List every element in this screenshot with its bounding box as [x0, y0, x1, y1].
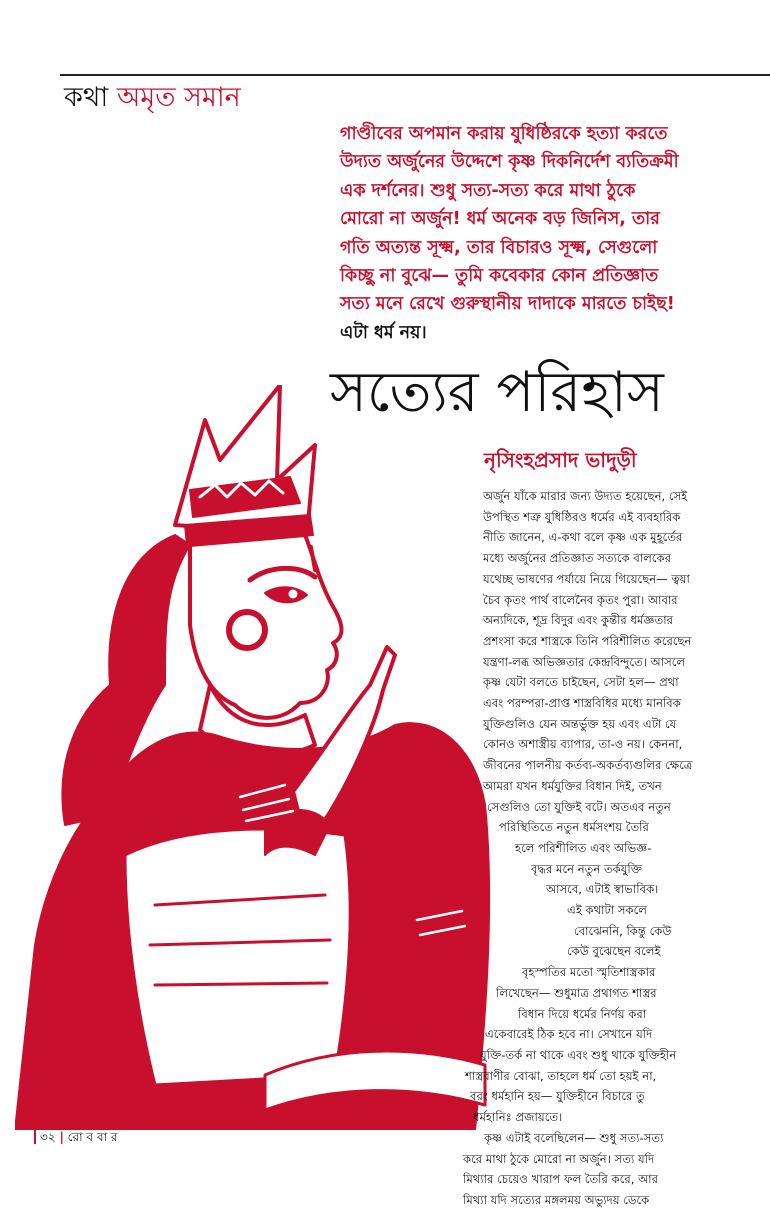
intro-line: গতি অত্যন্ত সূক্ষ্ম, তার বিচারও সূক্ষ্ম, সেগুলো [340, 237, 658, 258]
body-line: হলে পরিশীলিত এবং অভিজ্ঞ- [515, 840, 652, 855]
body-line: যুক্তি-তর্ক না থাকে এবং শুধু থাকে যুক্তিহীন [480, 1047, 677, 1062]
body-line: এবং পরম্পরা-প্রাপ্ত শাস্ত্রবিধির মধ্যে মানবিক [483, 696, 681, 711]
page-folio [40, 1128, 118, 1146]
body-line: শাস্ত্রবাণীর বোঝা, তাহলে ধর্ম তো হয়ই না, [465, 1068, 657, 1083]
body-line: চৈব কৃতং পার্থ বালেনৈব কৃতং পুরা। আবার [483, 592, 678, 607]
section-label [64, 80, 241, 116]
body-line: অর্জুন যাঁকে মারার জন্য উদ্যত হয়েছেন, সেই [483, 489, 688, 503]
body-line: প্রশংসা করে শাস্ত্রকে তিনি পরিশীলিত করেছেন [483, 633, 692, 648]
body-line: বোঝেননি, কিন্তু কেউ [574, 923, 672, 938]
body-line: বিধান দিয়ে ধর্মের নির্ণয় করা [518, 1006, 647, 1021]
body-line: মধ্যে অর্জুনের প্রতিজ্ঞাত সত্যকে বালকের [483, 551, 671, 566]
body-line: কোনও অশাস্ত্রীয় ব্যাপার, তা-ও নয়। কেননা, [483, 737, 683, 752]
body-line: নীতি জানেন, এ-কথা বলে কৃষ্ণ এক মুহূর্তের [483, 530, 683, 545]
body-line: যুক্তিগুলিও যেন অন্তর্ভুক্ত হয় এবং এটা যে [483, 716, 677, 731]
body-line: জীবনের পালনীয় কর্তব্য-অকর্তব্যগুলির ক্ষেত্রে [483, 758, 693, 773]
article-body [0, 486, 770, 1211]
author-byline: নৃসিংহপ্রসাদ ভাদুড়ী [484, 448, 637, 472]
intro-line: উদ্যত অর্জুনের উদ্দেশে কৃষ্ণ দিকনির্দেশ ব্যতিক্রমী [340, 152, 679, 173]
magazine-name: রো ব বা র [67, 1130, 118, 1144]
body-line: বরং ধর্মহানি হয়— যুক্তিহীনে বিচারে তু [470, 1089, 645, 1104]
intro-line: এক দর্শনের। শুধু সত্য-সত্য করে মাথা ঠুকে [340, 180, 636, 201]
intro-paragraph [340, 120, 760, 347]
folio-accent-bar [34, 1130, 36, 1144]
header-rule [60, 74, 770, 76]
body-line: আমরা যখন ধর্মযুক্তির বিধান দিই, তখন [483, 778, 662, 793]
body-line: উপস্থিত শত্রু যুধিষ্ঠিরও ধর্মের এই ব্যবহারিক [483, 509, 681, 524]
body-line: একেবারেই ঠিক হবে না। সেখানে যদি [485, 1027, 653, 1042]
body-line: যথেচ্ছ ভাষণের পর্যায়ে নিয়ে গিয়েছেন— ত্বয়া [483, 571, 690, 586]
body-line: অন্যদিকে, শূদ্র বিদুর এবং কুন্তীর ধর্মজ্ঞতার [483, 613, 673, 628]
body-line: যন্ত্রণা-লব্ধ অভিজ্ঞতার কেন্দ্রবিন্দুতে। আসলে [483, 654, 686, 669]
intro-line: কিচ্ছু না বুঝে— তুমি কবেকার কোন প্রতিজ্ঞাত [340, 266, 659, 287]
intro-line: সত্য মনে রেখে গুরুস্থানীয় দাদাকে মারতে চাইছ! [340, 294, 675, 315]
body-line: এই কথাটা সকলে [567, 903, 647, 918]
body-line: কেউ বুঝেছেন বলেই [567, 944, 661, 959]
body-line: করে মাথা ঠুকে মোরো না অর্জুন। সত্য যদি [463, 1151, 655, 1166]
intro-line: মোরো না অর্জুন! ধর্ম অনেক বড় জিনিস, তার [340, 209, 660, 230]
body-line: কৃষ্ণ যেটা বলতে চাইছেন, সেটা হল— প্রথা [483, 675, 679, 690]
body-line: বৃদ্ধর মনে নতুন তর্কযুক্তি [531, 861, 643, 876]
section-label-word1: কথা [64, 82, 109, 113]
body-line: লিখেছেন— শুধুমাত্র প্রথাগত শাস্ত্রর [496, 985, 657, 1000]
body-line: মিথ্যা যদি সত্যের মঙ্গলময় অভ্যুদয় ডেকে [463, 1192, 650, 1207]
body-line: কৃষ্ণ এটাই বলেছিলেন— শুধু সত্য-সত্য [484, 1130, 664, 1145]
body-line: আসবে, এটাই স্বাভাবিক। [546, 882, 659, 897]
body-line: বৃহস্পতির মতো স্মৃতিশাস্ত্রকার [522, 965, 656, 980]
folio-separator: | [59, 1130, 64, 1144]
page-number: ৩২ [40, 1130, 56, 1144]
body-line: ধর্মহানিঃ প্রজায়তে। [473, 1110, 563, 1125]
body-line: মিথ্যার চেয়েও খারাপ ফল তৈরি করে, আর [463, 1172, 658, 1187]
intro-line: গাণ্ডীবের অপমান করায় যুধিষ্ঠিরকে হত্যা করতে [340, 124, 668, 144]
intro-line: এটা ধর্ম নয়। [340, 322, 427, 343]
body-line: পরিস্থিতিতে নতুন ধর্মসংশয় তৈরি [499, 820, 649, 835]
section-label-word2: অমৃত সমান [116, 82, 241, 113]
article-headline: সত্যের পরিহাস [330, 360, 664, 425]
body-line: সেগুলিও তো যুক্তিই বটে। অতএব নতুন [487, 799, 671, 814]
